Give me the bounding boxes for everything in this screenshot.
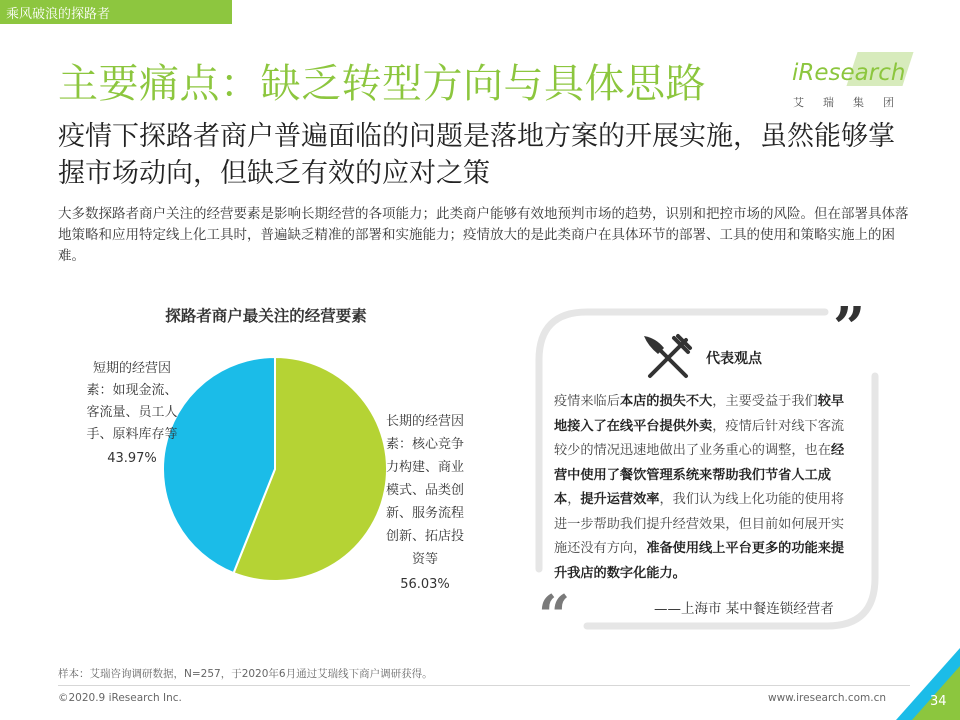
quote-title: 代表观点	[706, 351, 762, 367]
quote-segment: ，主要受益于我们	[712, 394, 818, 409]
website-link[interactable]: www.iresearch.com.cn	[768, 692, 887, 704]
quote-mark-close-icon: “	[538, 583, 571, 649]
fork-knife-icon	[642, 332, 694, 384]
slice-label-long-term-text: 长期的经营因素：核心竞争力构建、商业模式、品类创新、服务流程创新、拓店投资等	[385, 414, 464, 567]
quote-segment: ，	[567, 492, 581, 507]
quote-text	[554, 390, 854, 586]
page-subtitle: 疫情下探路者商户普遍面临的问题是落地方案的开展实施，虽然能够掌握市场动向，但缺乏有效的应对之策	[58, 121, 895, 189]
slice-value-short-term: 43.97%	[107, 451, 157, 466]
corner-decoration	[896, 648, 960, 720]
description-paragraph: 大多数探路者商户关注的经营要素是影响长期经营的各项能力；此类商户能够有效地预判市场的趋势，识别和把控市场的风险。但在部署具体落地策略和应用特定线上化工具时，普遍缺乏精准的部署和实施能力；疫情放大的是此类商户在具体环节的部署、工具的使用和策略实施上的困难。	[58, 206, 909, 264]
slice-label-long-term	[384, 410, 466, 596]
quote-mark-open-icon: ”	[833, 295, 866, 361]
footer-divider	[58, 685, 910, 686]
slice-value-long-term: 56.03%	[400, 577, 450, 592]
quote-segment: ，疫情后针对线下客流较少的情况迅速地做出了业务重心的调整，也在	[554, 418, 845, 458]
quote-highlight: 经营中使用了餐饮管理系统来帮助我们节省人工成本	[554, 443, 845, 507]
brand-logo-cn: 艾瑞集团	[793, 96, 913, 109]
quote-segment: ，我们认为线上化功能的使用将进一步帮助我们提升经营效果，但目前如何展开实施还没有方向，	[554, 492, 845, 556]
sample-note: 样本：艾瑞咨询调研数据，N=257，于2020年6月通过艾瑞线下商户调研获得。	[58, 668, 433, 680]
quote-source: ——上海市 某中餐连锁经营者	[654, 601, 834, 617]
section-tag-bar	[0, 0, 232, 24]
page-title: 主要痛点：缺乏转型方向与具体思路	[58, 61, 706, 107]
slice-label-short-term-text: 短期的经营因素：如现金流、客流量、员工人手、原料库存等	[86, 361, 178, 442]
quote-highlight: 较早地接入了在线平台提供外卖	[554, 394, 845, 434]
page-number: 34	[930, 694, 947, 709]
quote-segment: 疫情来临后	[554, 394, 620, 409]
chart-title: 探路者商户最关注的经营要素	[165, 307, 367, 325]
quote-highlight: 准备使用线上平台更多的功能来提升我店的数字化能力。	[554, 541, 845, 581]
quote-highlight: 本店的损失不大	[619, 394, 713, 409]
brand-logo: iResearch	[792, 60, 906, 86]
slice-label-short-term	[84, 358, 180, 470]
section-tag: 乘风破浪的探路者	[6, 7, 111, 22]
pie-chart	[160, 354, 390, 584]
quote-highlight: 提升运营效率	[580, 492, 660, 507]
copyright: ©2020.9 iResearch Inc.	[58, 692, 182, 704]
